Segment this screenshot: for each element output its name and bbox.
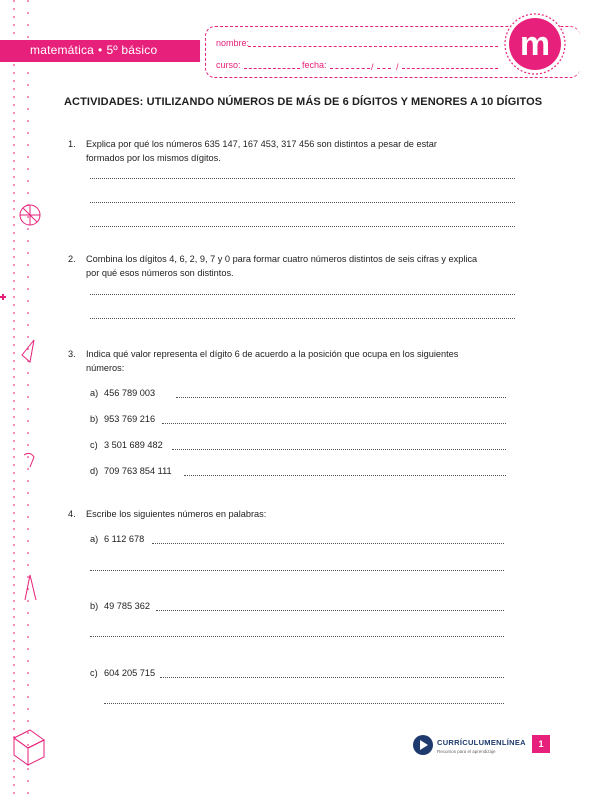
answer-line[interactable] (172, 449, 506, 450)
margin-decoration (0, 0, 50, 800)
item-label: b) (90, 601, 99, 611)
logo-letter: m (519, 25, 551, 63)
answer-line[interactable] (162, 423, 506, 424)
question-3-line2: números: (86, 363, 125, 373)
name-field[interactable] (248, 46, 498, 47)
answer-line[interactable] (90, 202, 515, 203)
footer-tagline: Recursos para el aprendizaje (437, 749, 496, 754)
item-value: 456 789 003 (104, 388, 156, 398)
item-label: a) (90, 388, 99, 398)
date-year-field[interactable] (402, 68, 498, 69)
page-title: ACTIVIDADES: UTILIZANDO NÚMEROS DE MÁS DE 6 DÍGITOS Y MENORES A 10 DÍGITOS (64, 96, 543, 108)
answer-line[interactable] (160, 677, 504, 678)
name-label: nombre: (216, 38, 250, 48)
page-number: 1 (532, 735, 550, 753)
item-label: b) (90, 414, 99, 424)
question-4-item-a (90, 534, 144, 544)
question-number: 2. (68, 254, 76, 264)
course-field[interactable] (244, 68, 300, 69)
math-logo-icon (503, 12, 567, 76)
answer-line[interactable] (184, 475, 506, 476)
item-value: 6 112 678 (104, 534, 145, 544)
question-2-line2: por qué esos números son distintos. (86, 268, 234, 278)
date-label: fecha: (302, 60, 327, 70)
item-label: c) (90, 440, 98, 450)
question-1 (68, 137, 437, 151)
question-3-item-c (90, 440, 163, 450)
answer-line[interactable] (176, 397, 506, 398)
question-4 (68, 507, 266, 521)
question-3-item-b (90, 414, 155, 424)
answer-line[interactable] (152, 543, 504, 544)
item-value: 3 501 689 482 (104, 440, 163, 450)
question-text: Indica qué valor representa el dígito 6 de acuerdo a la posición que ocupa en los siguientes (86, 349, 459, 359)
item-value: 709 763 854 111 (104, 466, 172, 476)
answer-line[interactable] (104, 703, 504, 704)
item-label: d) (90, 466, 99, 476)
course-label: curso: (216, 60, 241, 70)
question-number: 4. (68, 509, 76, 519)
answer-line[interactable] (90, 178, 515, 179)
question-1-line2: formados por los mismos dígitos. (86, 153, 221, 163)
question-number: 1. (68, 139, 76, 149)
answer-line[interactable] (156, 610, 504, 611)
date-month-field[interactable] (377, 68, 391, 69)
grade-label: 5º básico (106, 43, 158, 57)
answer-line[interactable] (90, 226, 515, 227)
item-value: 49 785 362 (104, 601, 150, 611)
answer-line[interactable] (90, 636, 504, 637)
item-label: c) (90, 668, 98, 678)
date-day-field[interactable] (330, 68, 370, 69)
question-text: Escribe los siguientes números en palabras: (86, 509, 267, 519)
footer-brand: CURRÍCULUMENLÍNEA (437, 738, 526, 747)
question-4-item-c (90, 668, 155, 678)
item-label: a) (90, 534, 99, 544)
answer-line[interactable] (90, 318, 515, 319)
subject-label: matemática (30, 43, 95, 57)
question-2 (68, 252, 477, 266)
item-value: 604 205 715 (104, 668, 156, 678)
separator-dot: • (98, 43, 103, 57)
curriculum-logo-icon (412, 734, 434, 756)
question-4-item-b (90, 601, 150, 611)
date-slash-2: / (396, 62, 399, 72)
question-3-item-a (90, 388, 155, 398)
question-3-item-d (90, 466, 172, 476)
answer-line[interactable] (90, 294, 515, 295)
question-text: Explica por qué los números 635 147, 167 453, 317 456 son distintos a pesar de estar (86, 139, 437, 149)
question-text: Combina los dígitos 4, 6, 2, 9, 7 y 0 para formar cuatro números distintos de seis cifras y explica (86, 254, 478, 264)
subject-grade-label (30, 43, 157, 57)
date-slash-1: / (371, 62, 374, 72)
answer-line[interactable] (90, 570, 504, 571)
question-number: 3. (68, 349, 76, 359)
item-value: 953 769 216 (104, 414, 156, 424)
question-3 (68, 347, 458, 361)
